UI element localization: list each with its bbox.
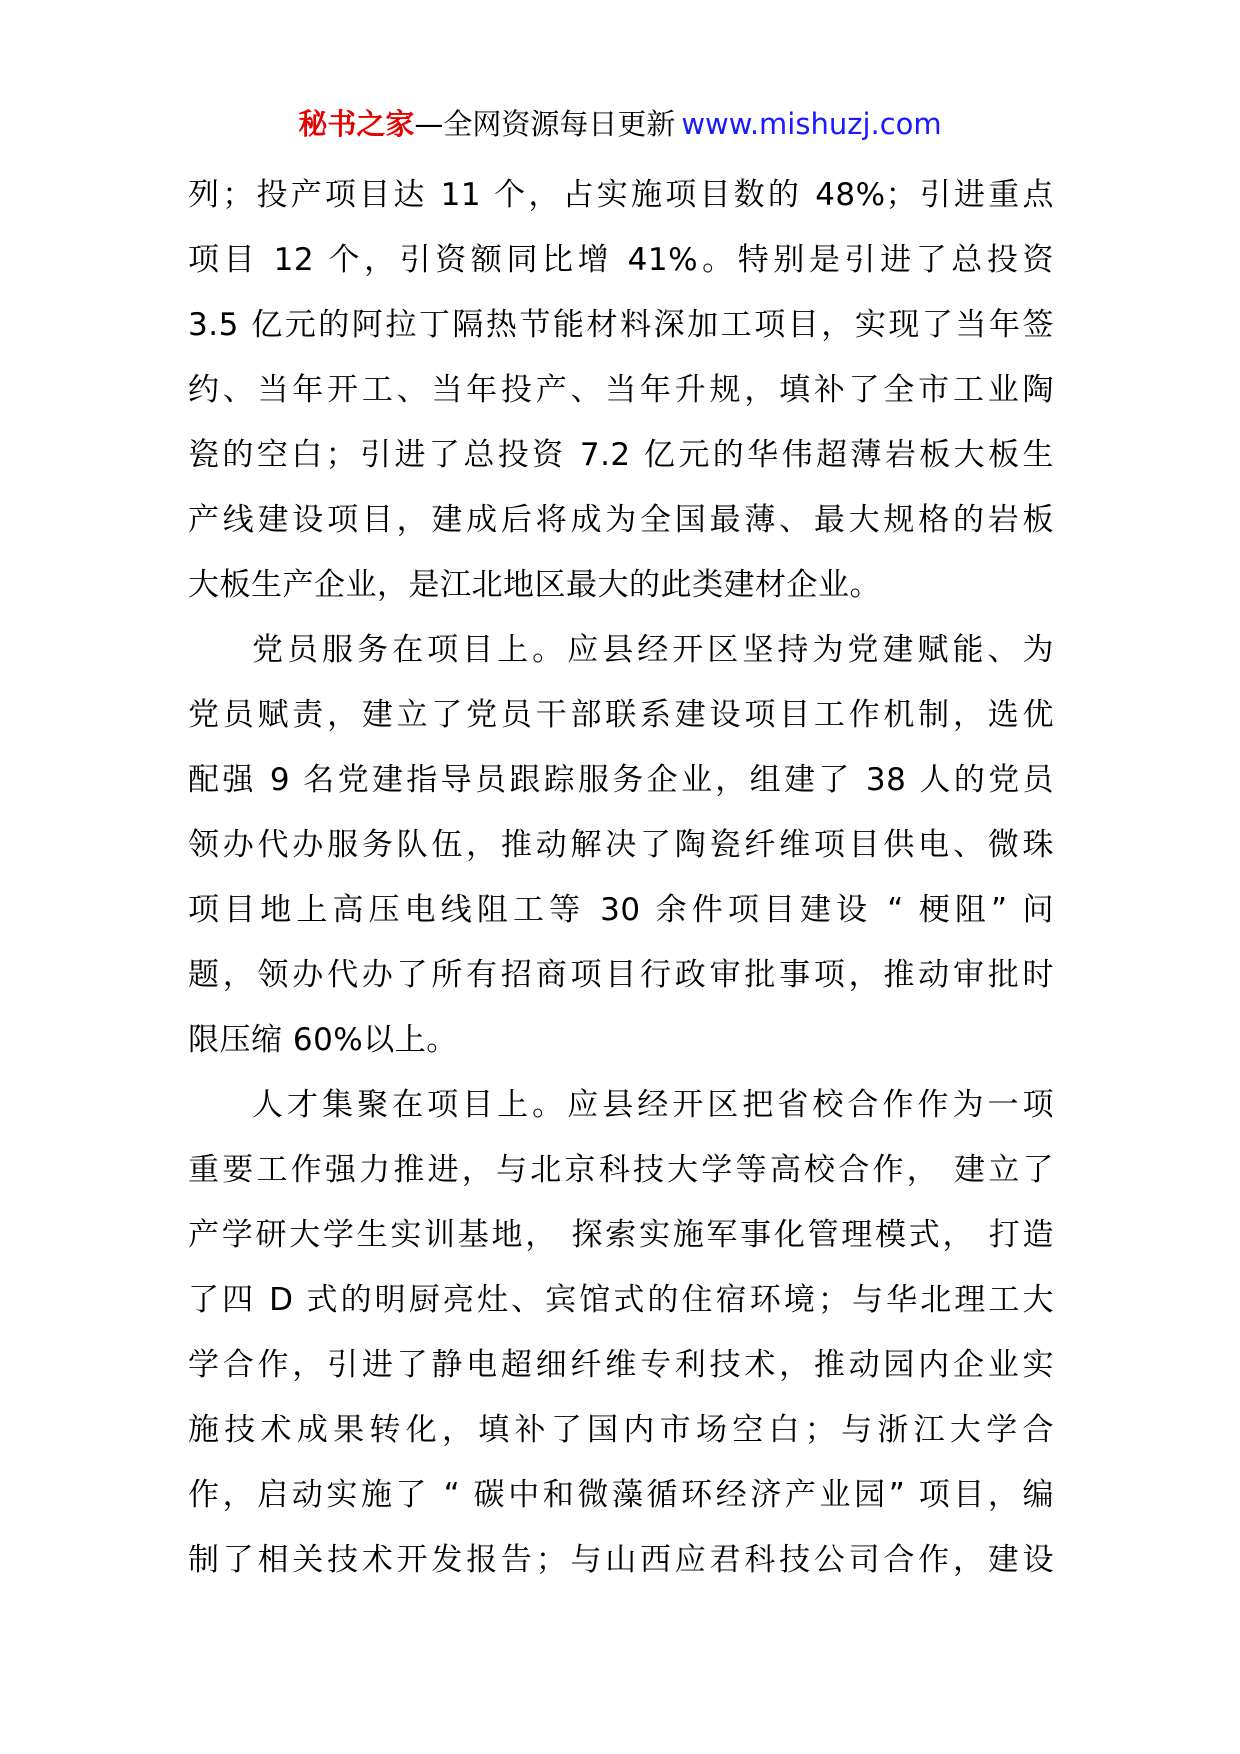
site-header	[0, 102, 1240, 146]
paragraph-2	[188, 618, 1054, 1073]
paragraph-1	[188, 163, 1054, 618]
text-line: 限压缩 60%以上。	[188, 1022, 458, 1058]
text-line: 题，领办代办了所有招商项目行政审批事项，推动审批时	[188, 957, 1054, 993]
text-line: 党员服务在项目上。应县经开区坚持为党建赋能、为	[252, 632, 1054, 668]
text-line: 3.5 亿元的阿拉丁隔热节能材料深加工项目，实现了当年签	[188, 307, 1054, 343]
text-line: 产学研大学生实训基地， 探索实施军事化管理模式， 打造	[188, 1217, 1054, 1253]
text-line: 约、当年开工、当年投产、当年升规，填补了全市工业陶	[188, 372, 1054, 408]
text-line: 施技术成果转化，填补了国内市场空白；与浙江大学合	[188, 1412, 1054, 1448]
text-line: 项目地上高压电线阻工等 30 余件项目建设 “ 梗阻” 问	[188, 892, 1054, 928]
text-line: 人才集聚在项目上。应县经开区把省校合作作为一项	[252, 1087, 1054, 1123]
text-line: 制了相关技术开发报告；与山西应君科技公司合作，建设	[188, 1542, 1054, 1578]
paragraph-3	[188, 1073, 1054, 1593]
text-line: 学合作，引进了静电超细纤维专利技术，推动园内企业实	[188, 1347, 1054, 1383]
text-line: 列；投产项目达 11 个，占实施项目数的 48%；引进重点	[188, 177, 1054, 213]
text-line: 党员赋责，建立了党员干部联系建设项目工作机制，选优	[188, 697, 1054, 733]
text-line: 领办代办服务队伍，推动解决了陶瓷纤维项目供电、微珠	[188, 827, 1054, 863]
document-body	[188, 163, 1054, 1593]
text-line: 瓷的空白；引进了总投资 7.2 亿元的华伟超薄岩板大板生	[188, 437, 1054, 473]
text-line: 作，启动实施了 “ 碳中和微藻循环经济产业园” 项目，编	[188, 1477, 1054, 1513]
text-line: 了四 D 式的明厨亮灶、宾馆式的住宿环境；与华北理工大	[188, 1282, 1054, 1318]
text-line: 配强 9 名党建指导员跟踪服务企业，组建了 38 人的党员	[188, 762, 1054, 798]
text-line: 项目 12 个，引资额同比增 41%。特别是引进了总投资	[188, 242, 1054, 278]
text-line: 大板生产企业，是江北地区最大的此类建材企业。	[188, 567, 881, 603]
text-line: 产线建设项目，建成后将成为全国最薄、最大规格的岩板	[188, 502, 1054, 538]
site-brand: 秘书之家	[298, 107, 415, 141]
site-url-link[interactable]: www.mishuzj.com	[681, 107, 942, 141]
site-tagline: —全网资源每日更新	[414, 107, 676, 141]
text-line: 重要工作强力推进，与北京科技大学等高校合作， 建立了	[188, 1152, 1054, 1188]
